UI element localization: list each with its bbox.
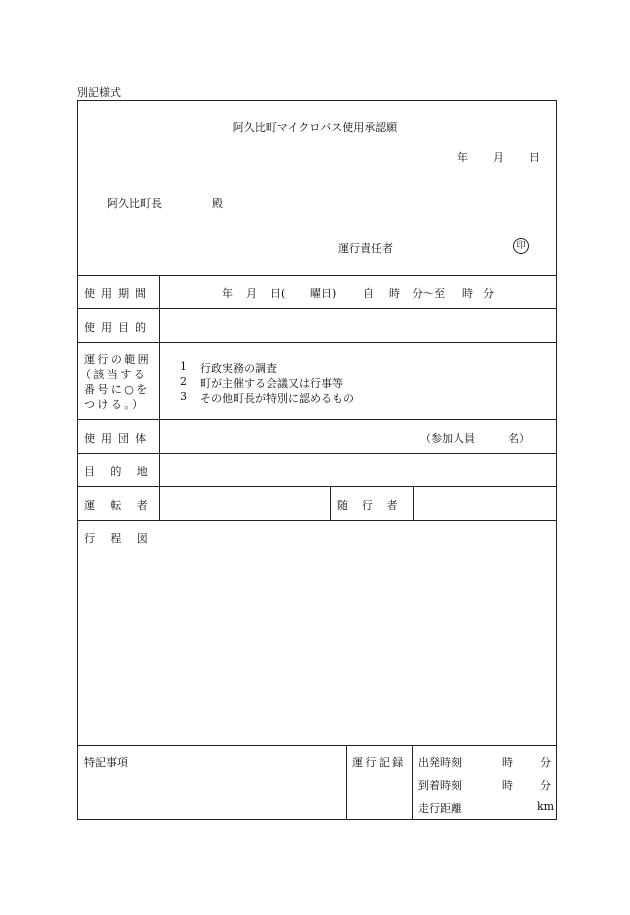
period-from: 自 [363, 287, 374, 300]
departure-hour: 時 [502, 756, 513, 769]
period-from-hour: 時 [389, 287, 400, 300]
date-day: 日 [529, 151, 540, 164]
scope-option-text: 行政実務の調査 [200, 362, 277, 375]
distance-unit: km [537, 800, 555, 813]
period-label: 使用期間 [84, 287, 153, 300]
form-label: 別記様式 [77, 86, 121, 99]
companion-label: 随行者 [337, 499, 412, 512]
period-from-min-to: 分〜至 [412, 287, 445, 300]
row-divider [77, 342, 557, 343]
addressee-name: 阿久比町長 [107, 197, 162, 210]
row-divider [77, 275, 557, 276]
log-divider [346, 745, 347, 820]
purpose-label: 使用目的 [84, 321, 153, 334]
log-divider [412, 745, 413, 820]
scope-option-text: 町が主催する会議又は行事等 [200, 377, 343, 390]
departure-label: 出発時刻 [418, 756, 462, 769]
scope-option-number: 2 [180, 375, 187, 388]
scope-label-line: （該当する [80, 368, 148, 381]
period-month: 月 [246, 287, 257, 300]
period-to-hour: 時 [462, 287, 473, 300]
label-column-divider [159, 275, 160, 520]
seal-mark: 印 [513, 238, 529, 254]
destination-label: 目的地 [84, 465, 164, 478]
scope-option-number: 3 [180, 390, 187, 403]
participants-prefix: （参加人員 [420, 432, 475, 445]
row-divider [77, 520, 557, 521]
period-year: 年 [222, 287, 233, 300]
period-weekday: 曜日) [310, 287, 337, 300]
log-label: 運行記録 [352, 756, 406, 769]
driver-label: 運転者 [84, 499, 164, 512]
companion-divider [330, 486, 331, 520]
companion-divider [413, 486, 414, 520]
form-title: 阿久比町マイクロバス使用承認願 [232, 121, 398, 134]
group-label: 使用団体 [84, 432, 153, 445]
period-day: 日( [270, 287, 286, 300]
scope-option-text: その他町長が特別に認めるもの [200, 392, 354, 405]
participants-suffix: 名） [508, 432, 530, 445]
arrival-label: 到着時刻 [418, 779, 462, 792]
addressee-honorific: 殿 [212, 197, 223, 210]
departure-min: 分 [540, 756, 551, 769]
date-month: 月 [493, 151, 504, 164]
row-divider [77, 419, 557, 420]
applicant-label: 運行責任者 [338, 242, 393, 255]
route-label: 行程図 [84, 532, 164, 545]
distance-label: 走行距離 [418, 802, 462, 815]
date-year: 年 [457, 151, 468, 164]
scope-label-line: 運行の範囲 [84, 353, 152, 366]
row-divider [77, 453, 557, 454]
remarks-label: 特記事項 [84, 756, 128, 769]
scope-label-line: 番号に○を [84, 383, 150, 396]
row-divider [77, 486, 557, 487]
scope-label-line: つける。） [84, 398, 146, 411]
arrival-hour: 時 [502, 779, 513, 792]
row-divider [77, 308, 557, 309]
arrival-min: 分 [540, 779, 551, 792]
row-divider [77, 745, 557, 746]
scope-option-number: 1 [180, 360, 187, 373]
period-to-min: 分 [483, 287, 494, 300]
